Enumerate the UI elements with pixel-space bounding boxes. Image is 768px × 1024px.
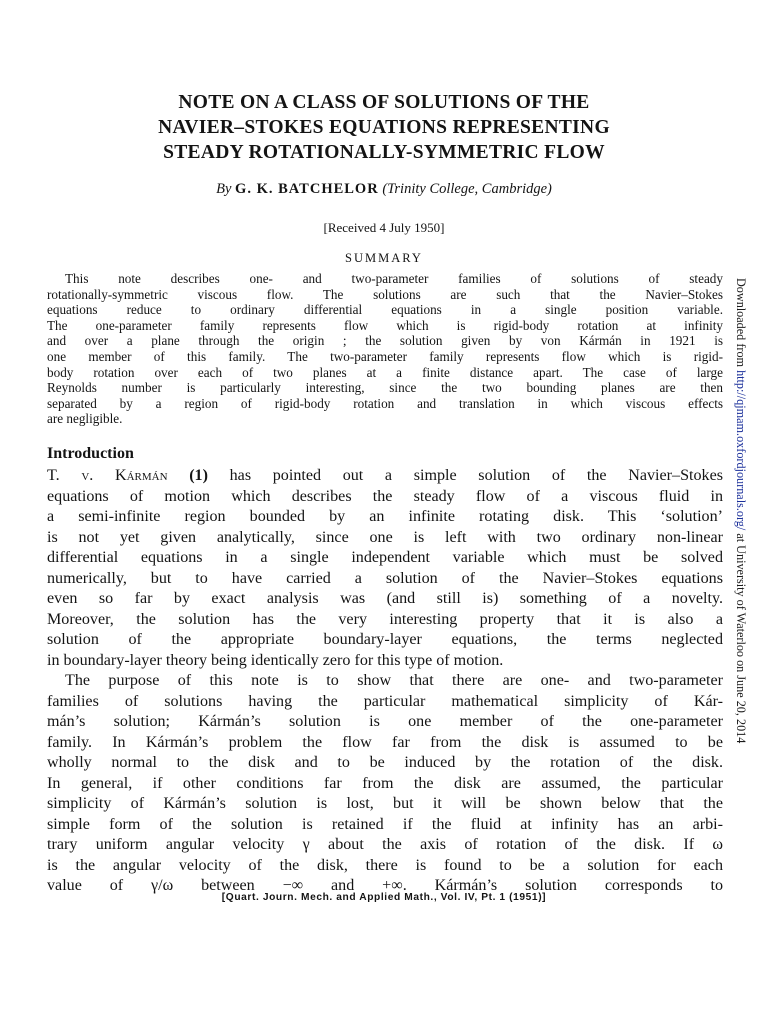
cited-author: T. v. Kármán (47, 467, 168, 484)
summary-line: This note describes one- and two-parameter families of solutions of steady (65, 271, 723, 286)
summary-line: The one-parameter family represents flow which is rigid-body rotation at infinity (47, 317, 723, 333)
summary-line: and over a plane through the origin ; the solution given by von Kármán in 1921 is (47, 333, 723, 349)
summary-heading: SUMMARY (345, 251, 423, 265)
body-line: simple form of the solution is retained if the fluid at infinity has an arbi- (47, 815, 723, 833)
article-title (60, 90, 708, 165)
summary-line: separated by a region of rigid-body rotation and translation in which viscous effects (47, 395, 723, 411)
byline-by: By (216, 181, 232, 197)
summary-line: one member of this family. The two-parameter family represents flow which is rigid- (47, 348, 723, 364)
body-line: Moreover, the solution has the very interesting property that it is also a (47, 610, 723, 628)
body-line: families of solutions having the particular mathematical simplicity of Kár- (47, 692, 723, 710)
byline (0, 181, 768, 198)
body-line: family. In Kármán’s problem the flow far from the disk is assumed to be (47, 733, 723, 751)
summary-line: Reynolds number is particularly interesting, since the two bounding planes are then (47, 380, 723, 396)
body-line: In general, if other conditions far from the disk are assumed, the particular (47, 774, 723, 792)
journal-url-link[interactable]: http://qjmam.oxfordjournals.org/ (734, 370, 748, 531)
body-line: is the angular velocity of the disk, there is found to be a solution for each (47, 856, 723, 874)
summary-line: are negligible. (47, 411, 123, 427)
summary-line: rotationally-symmetric viscous flow. The solutions are such that the Navier–Stokes (47, 286, 723, 302)
body-line: value of γ/ω between −∞ and +∞. Kármán’s solution corresponds to (47, 877, 723, 894)
journal-citation-footer: [Quart. Journ. Mech. and Applied Math., Vol. IV, Pt. 1 (1951)] (221, 892, 547, 903)
author-name: G. K. BATCHELOR (235, 181, 379, 197)
body-line: The purpose of this note is to show that there are one- and two-parameter (65, 672, 723, 689)
body-line: a semi-infinite region bounded by an infinite rotating disk. This ‘solution’ (47, 508, 723, 525)
body-line: differential equations in a single independent variable which must be solved (47, 549, 723, 566)
body-line: wholly normal to the disk and to be induced by the rotation of the disk. (47, 754, 723, 771)
body-line: in boundary-layer theory being identically zero for this type of motion. (47, 651, 504, 669)
received-date: [Received 4 July 1950] (323, 220, 445, 235)
author-affiliation: (Trinity College, Cambridge) (382, 181, 552, 197)
summary-line: equations reduce to ordinary differential equations in a single position variable. (47, 302, 723, 318)
body-line: mán’s solution; Kármán’s solution is one member of the one-parameter (47, 713, 723, 730)
introduction-body (47, 466, 723, 897)
title-line: STEADY ROTATIONALLY-SYMMETRIC FLOW (163, 142, 605, 163)
summary-paragraph (47, 271, 723, 427)
lead-text: has pointed out a simple solution of the Navier–Stokes (207, 467, 723, 484)
watermark-prefix: Downloaded from (734, 278, 748, 371)
body-line: solution of the appropriate boundary-layer equations, the terms neglected (47, 631, 723, 648)
download-watermark (733, 278, 748, 743)
section-heading-introduction: Introduction (47, 445, 134, 462)
watermark-suffix: at University of Waterloo on June 20, 2014 (734, 530, 748, 744)
summary-line: body rotation over each of two planes at a finite distance apart. The case of large (47, 364, 723, 380)
body-line: equations of motion which describes the steady flow of a viscous fluid in (47, 487, 723, 505)
title-line: NAVIER–STOKES EQUATIONS REPRESENTING (158, 117, 610, 138)
body-line: trary uniform angular velocity γ about the axis of rotation of the disk. If ω (47, 836, 723, 853)
title-line: NOTE ON A CLASS OF SOLUTIONS OF THE (178, 92, 590, 113)
body-line: is not yet given analytically, since one is left with two ordinary non-linear (47, 528, 723, 546)
body-line: simplicity of Kármán’s solution is lost, but it will be shown below that the (47, 795, 723, 812)
reference-number: (1) (189, 467, 208, 484)
body-line: even so far by exact analysis was (and still is) something of a novelty. (47, 590, 723, 607)
body-line: numerically, but to have carried a solution of the Navier–Stokes equations (47, 569, 723, 587)
intro-lead-line (47, 466, 723, 487)
